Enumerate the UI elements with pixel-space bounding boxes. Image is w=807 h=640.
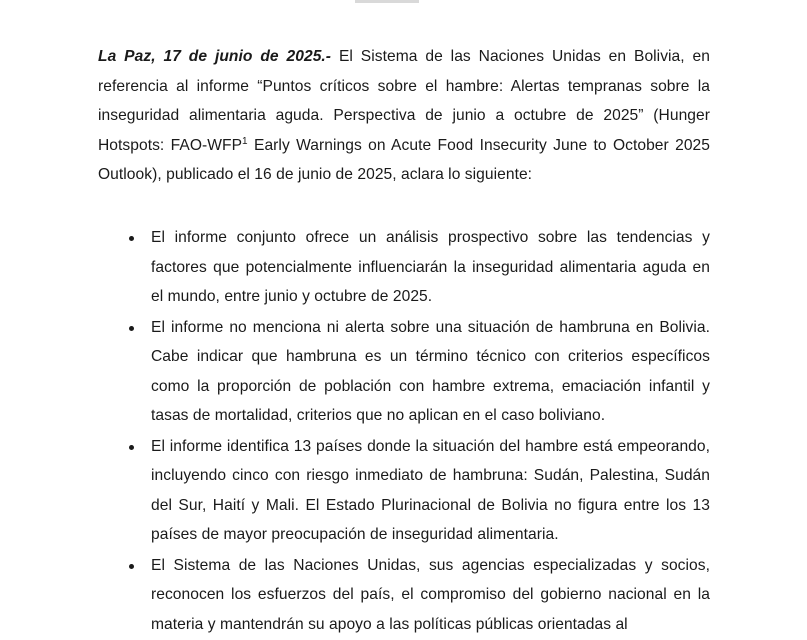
- header-divider: [355, 0, 419, 3]
- bullet-icon: [129, 445, 134, 450]
- intro-paragraph: [98, 42, 710, 190]
- intro-text-part-2: Early Warnings on Acute Food Insecurity June to October 2025 Outlook), publicado el 16 de junio de 2025, aclara lo siguiente:: [98, 136, 710, 183]
- bullet-icon: [129, 236, 134, 241]
- footnote-reference[interactable]: 1: [242, 135, 248, 147]
- bullet-icon: [129, 564, 134, 569]
- list-item: [98, 313, 710, 431]
- list-item: [98, 551, 710, 640]
- dateline: La Paz, 17 de junio de 2025.-: [98, 48, 332, 65]
- list-item: [98, 432, 710, 550]
- bullet-text: El informe no menciona ni alerta sobre una situación de hambruna en Bolivia. Cabe indicar que hambruna es un término técnico con criterios específicos como la proporción de población con hambre extrema, emaciación infantil y tasas de mortalidad, criterios que no aplican en el caso boliviano.: [151, 318, 710, 424]
- intro-text-part-1: El Sistema de las Naciones Unidas en Bolivia, en referencia al informe “Puntos críticos sobre el hambre: Alertas tempranas sobre la inseguridad alimentaria aguda. Perspectiva de junio a octubre de 2025” (Hunger Hotspots: FAO-WFP: [98, 48, 710, 154]
- bullet-list: [98, 223, 710, 640]
- bullet-text: El informe identifica 13 países donde la situación del hambre está empeorando, incluyendo cinco con riesgo inmediato de hambruna: Sudán, Palestina, Sudán del Sur, Haití y Mali. El Estado Plurinacional de Bolivia no figura entre los 13 países de mayor preocupación de inseguridad alimentaria.: [151, 437, 710, 543]
- bullet-icon: [129, 326, 134, 331]
- list-item: [98, 223, 710, 312]
- bullet-text: El Sistema de las Naciones Unidas, sus agencias especializadas y socios, reconocen los esfuerzos del país, el compromiso del gobierno nacional en la materia y mantendrán su apoyo a las políticas públicas orientadas al: [151, 556, 710, 633]
- bullet-text: El informe conjunto ofrece un análisis prospectivo sobre las tendencias y factores que potencialmente influenciarán la inseguridad alimentaria aguda en el mundo, entre junio y octubre de 2025.: [151, 229, 710, 305]
